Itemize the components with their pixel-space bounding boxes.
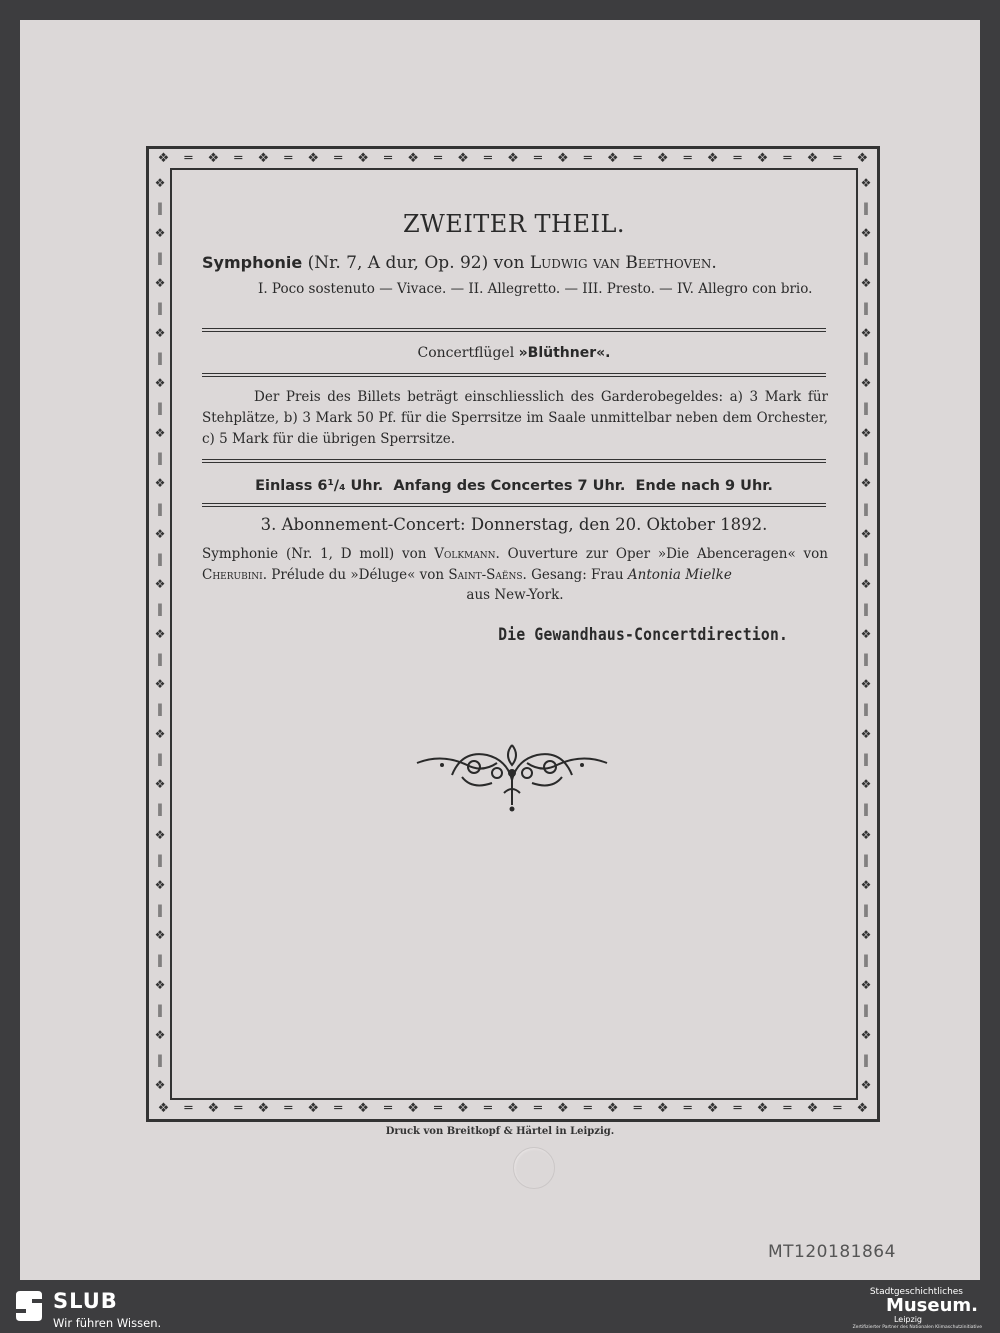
border-ornament-glyph: ❖: [154, 626, 166, 641]
composer-cherubini: Cherubini.: [202, 566, 267, 583]
border-ornament-glyph: ❖: [154, 275, 166, 290]
next-p5: aus New-York.: [466, 587, 564, 603]
border-ornament-glyph: ❖: [860, 275, 872, 290]
printer-imprint: Druck von Breitkopf & Härtel in Leipzig.: [385, 1126, 615, 1137]
border-ornament-glyph: ‖: [157, 200, 163, 215]
border-ornament-glyph: ‖: [157, 1003, 163, 1018]
entry-time: Einlass 6¹/₄ Uhr.: [255, 478, 384, 494]
end-time: Ende nach 9 Uhr.: [635, 478, 773, 494]
composer-saint-saens: Saint-Saëns.: [448, 566, 527, 583]
symphony-line: [202, 253, 717, 273]
border-ornament-glyph: ═: [733, 1100, 742, 1116]
divider: [202, 503, 826, 507]
border-ornament-glyph: ❖: [457, 150, 469, 166]
border-ornament-glyph: ❖: [606, 1100, 619, 1116]
border-ornament-glyph: ❖: [656, 150, 669, 166]
symphony-details: (Nr. 7, A dur, Op. 92) von: [307, 253, 525, 273]
museum-label: Museum.: [885, 1295, 978, 1316]
embossed-seal: [513, 1147, 555, 1189]
border-ornament-glyph: ‖: [157, 652, 163, 667]
border-ornament-glyph: ═: [484, 150, 492, 166]
border-ornament-glyph: ❖: [154, 1078, 166, 1093]
border-ornament-glyph: ❖: [856, 150, 869, 166]
border-ornament-glyph: ❖: [154, 877, 166, 892]
symphony-label: Symphonie: [202, 253, 303, 272]
border-ornament-glyph: ‖: [863, 551, 869, 566]
border-ornament-glyph: ❖: [860, 225, 872, 240]
border-ornament-glyph: ❖: [860, 727, 872, 742]
border-ornament-glyph: ❖: [407, 1100, 419, 1116]
divider: [202, 328, 826, 332]
border-ornament-glyph: ❖: [507, 150, 519, 166]
border-ornament-glyph: ‖: [863, 250, 869, 265]
border-ornament-glyph: ‖: [863, 902, 869, 917]
border-ornament-glyph: ═: [683, 1100, 692, 1116]
piano-prefix: Concertflügel: [417, 345, 515, 361]
border-ornament-glyph: ‖: [863, 702, 869, 717]
border-ornament-glyph: ❖: [457, 1100, 469, 1116]
border-ornament-glyph: ‖: [157, 551, 163, 566]
border-ornament-glyph: ‖: [863, 802, 869, 817]
border-ornament-glyph: ❖: [154, 175, 166, 190]
border-ornament-glyph: ❖: [860, 175, 872, 190]
border-ornament-glyph: ❖: [154, 376, 166, 391]
border-ornament-glyph: ❖: [207, 150, 220, 166]
border-ornament-glyph: ‖: [157, 752, 163, 767]
border-ornament-glyph: ═: [833, 1100, 842, 1116]
border-ornament-glyph: ❖: [556, 1100, 569, 1116]
border-ornament-glyph: ❖: [157, 1100, 170, 1116]
border-ornament-glyph: ❖: [154, 1028, 166, 1043]
border-ornament-glyph: ❖: [756, 150, 769, 166]
border-ornament-glyph: ❖: [154, 927, 166, 942]
signature: Die Gewandhaus-Concertdirection.: [498, 625, 788, 645]
border-ornament-glyph: ‖: [157, 501, 163, 516]
slub-tagline: Wir führen Wissen.: [53, 1316, 162, 1330]
border-ornament-glyph: ═: [783, 1100, 792, 1116]
border-ornament-glyph: ‖: [863, 1053, 869, 1068]
border-ornament-glyph: ═: [583, 1100, 592, 1116]
call-number: MT120181864: [768, 1242, 896, 1262]
border-ornament-glyph: ❖: [860, 576, 872, 591]
border-ornament-glyph: ❖: [257, 1100, 270, 1116]
border-ornament-glyph: ‖: [157, 351, 163, 366]
border-ornament-glyph: ‖: [863, 351, 869, 366]
border-ornament-glyph: ═: [783, 150, 792, 166]
border-ornament-glyph: ═: [533, 150, 542, 166]
border-ornament-left: [150, 170, 170, 1098]
border-ornament-bottom: [150, 1099, 876, 1117]
border-ornament-glyph: ❖: [307, 150, 320, 166]
border-ornament-glyph: ═: [633, 1100, 642, 1116]
border-ornament-glyph: ═: [583, 150, 592, 166]
border-ornament-glyph: ═: [384, 150, 392, 166]
border-ornament-glyph: ❖: [860, 877, 872, 892]
start-time: Anfang des Concertes 7 Uhr.: [393, 478, 626, 494]
border-ornament-glyph: ═: [334, 1100, 343, 1116]
border-ornament-glyph: ❖: [357, 1100, 369, 1116]
border-ornament-glyph: ‖: [157, 300, 163, 315]
museum-city: Leipzig: [893, 1315, 922, 1324]
border-ornament-glyph: ‖: [863, 1003, 869, 1018]
border-ornament-glyph: ═: [434, 150, 442, 166]
border-ornament-glyph: ‖: [863, 401, 869, 416]
composer-volkmann: Volkmann.: [434, 546, 500, 562]
border-ornament-glyph: ❖: [154, 677, 166, 692]
border-ornament-glyph: ❖: [706, 1100, 719, 1116]
border-ornament-glyph: ═: [284, 1100, 293, 1116]
border-ornament-glyph: ‖: [157, 802, 163, 817]
border-ornament-glyph: ❖: [407, 150, 419, 166]
border-ornament-glyph: ❖: [154, 426, 166, 441]
border-ornament-glyph: ❖: [154, 526, 166, 541]
border-ornament-glyph: ❖: [860, 626, 872, 641]
border-ornament-glyph: ❖: [154, 576, 166, 591]
border-ornament-glyph: ❖: [860, 1028, 872, 1043]
border-ornament-glyph: ‖: [863, 752, 869, 767]
border-ornament-glyph: ❖: [606, 150, 619, 166]
border-ornament-glyph: ❖: [154, 827, 166, 842]
border-ornament-glyph: ‖: [157, 250, 163, 265]
border-ornament-glyph: ❖: [154, 225, 166, 240]
border-ornament-glyph: ❖: [556, 150, 569, 166]
border-ornament-right: [856, 170, 876, 1098]
border-ornament-glyph: ❖: [207, 1100, 220, 1116]
border-ornament-glyph: ❖: [860, 376, 872, 391]
divider: [202, 459, 826, 463]
border-ornament-glyph: ═: [733, 150, 742, 166]
next-concert-title: 3. Abonnement-Concert: Donnerstag, den 20. Oktober 1892.: [260, 515, 768, 534]
border-ornament-glyph: ❖: [860, 777, 872, 792]
slub-name: SLUB: [53, 1289, 118, 1313]
border-ornament-glyph: ‖: [157, 401, 163, 416]
border-ornament-glyph: ❖: [860, 1078, 872, 1093]
ticket-prices: Der Preis des Billets beträgt einschliesslich des Garderobegeldes: a) 3 Mark für Stehplätze, b) 3 Mark 50 Pf. für die Sperrsitze im Saale unmittelbar neben dem Orchester, c) 5 Mark für die übrigen Sperrsitze.: [202, 389, 828, 447]
border-ornament-glyph: ‖: [863, 601, 869, 616]
border-ornament-glyph: ‖: [863, 300, 869, 315]
border-ornament-glyph: ‖: [863, 852, 869, 867]
border-ornament-glyph: ❖: [154, 326, 166, 340]
border-ornament-glyph: ‖: [157, 852, 163, 867]
piano-note: [200, 345, 828, 361]
border-ornament-glyph: ❖: [860, 426, 872, 441]
border-ornament-glyph: ‖: [863, 501, 869, 516]
divider: [202, 373, 826, 377]
next-p1: Symphonie (Nr. 1, D moll) von: [202, 546, 427, 562]
border-ornament-glyph: ❖: [154, 777, 166, 792]
part-title: ZWEITER THEIL.: [402, 210, 626, 238]
border-ornament-glyph: ‖: [157, 902, 163, 917]
slub-logo-icon: [12, 1289, 46, 1323]
border-ornament-glyph: ❖: [860, 326, 872, 340]
border-ornament-glyph: ❖: [656, 1100, 669, 1116]
border-ornament-glyph: ❖: [357, 150, 369, 166]
border-ornament-glyph: ‖: [863, 200, 869, 215]
border-ornament-top: [150, 149, 876, 167]
border-ornament-glyph: ═: [484, 1100, 492, 1116]
border-ornament-glyph: ═: [384, 1100, 392, 1116]
piano-brand: »Blüthner«.: [518, 345, 611, 361]
border-ornament-glyph: ‖: [157, 1053, 163, 1068]
border-ornament-glyph: ═: [434, 1100, 442, 1116]
border-ornament-glyph: ❖: [806, 150, 819, 166]
border-ornament-glyph: ═: [683, 150, 692, 166]
museum-note: Zertifizierter Partner des Nationalen Klimaschutzinitiative: [852, 1325, 982, 1330]
border-ornament-glyph: ‖: [157, 601, 163, 616]
border-ornament-glyph: ❖: [860, 476, 872, 491]
museum-label-small: Stadtgeschichtliches: [869, 1287, 963, 1297]
border-ornament-glyph: ‖: [863, 451, 869, 466]
movements: I. Poco sostenuto — Vivace. — II. Allegretto. — III. Presto. — IV. Allegro con brio.: [258, 281, 813, 297]
singer-name: Antonia Mielke: [627, 566, 732, 583]
border-ornament-glyph: ═: [184, 150, 193, 166]
next-p4: Gesang: Frau: [526, 566, 624, 583]
border-ornament-glyph: ═: [833, 150, 842, 166]
border-ornament-glyph: ❖: [860, 677, 872, 692]
flourish-ornament: [412, 735, 612, 815]
border-ornament-glyph: ❖: [806, 1100, 819, 1116]
border-ornament-glyph: ‖: [157, 952, 163, 967]
border-ornament-glyph: ❖: [507, 1100, 519, 1116]
border-ornament-glyph: ❖: [257, 150, 270, 166]
border-ornament-glyph: ‖: [157, 451, 163, 466]
border-ornament-glyph: ❖: [860, 827, 872, 842]
border-ornament-glyph: ❖: [856, 1100, 869, 1116]
border-ornament-glyph: ═: [234, 1100, 243, 1116]
symphony-composer: Ludwig van Beethoven.: [529, 253, 717, 273]
border-ornament-glyph: ═: [633, 150, 642, 166]
border-ornament-glyph: ❖: [706, 150, 719, 166]
border-ornament-glyph: ❖: [154, 978, 166, 993]
next-concert-program: [202, 544, 828, 606]
border-ornament-glyph: ‖: [863, 952, 869, 967]
border-ornament-glyph: ❖: [307, 1100, 320, 1116]
border-ornament-glyph: ‖: [157, 702, 163, 717]
border-ornament-glyph: ❖: [756, 1100, 769, 1116]
border-ornament-glyph: ❖: [860, 526, 872, 541]
border-ornament-glyph: ═: [184, 1100, 193, 1116]
border-ornament-glyph: ═: [334, 150, 343, 166]
border-ornament-glyph: ═: [284, 150, 293, 166]
border-ornament-glyph: ═: [533, 1100, 542, 1116]
border-ornament-glyph: ❖: [860, 978, 872, 993]
border-ornament-glyph: ‖: [863, 652, 869, 667]
next-p2: Ouverture zur Oper »Die Abenceragen« von: [499, 546, 828, 562]
border-ornament-glyph: ═: [234, 150, 243, 166]
border-ornament-glyph: ❖: [860, 927, 872, 942]
border-ornament-glyph: ❖: [157, 150, 170, 166]
concert-times: [200, 478, 828, 494]
border-ornament-glyph: ❖: [154, 476, 166, 491]
next-p3: Prélude du »Déluge« von: [267, 566, 445, 583]
border-ornament-glyph: ❖: [154, 727, 166, 742]
